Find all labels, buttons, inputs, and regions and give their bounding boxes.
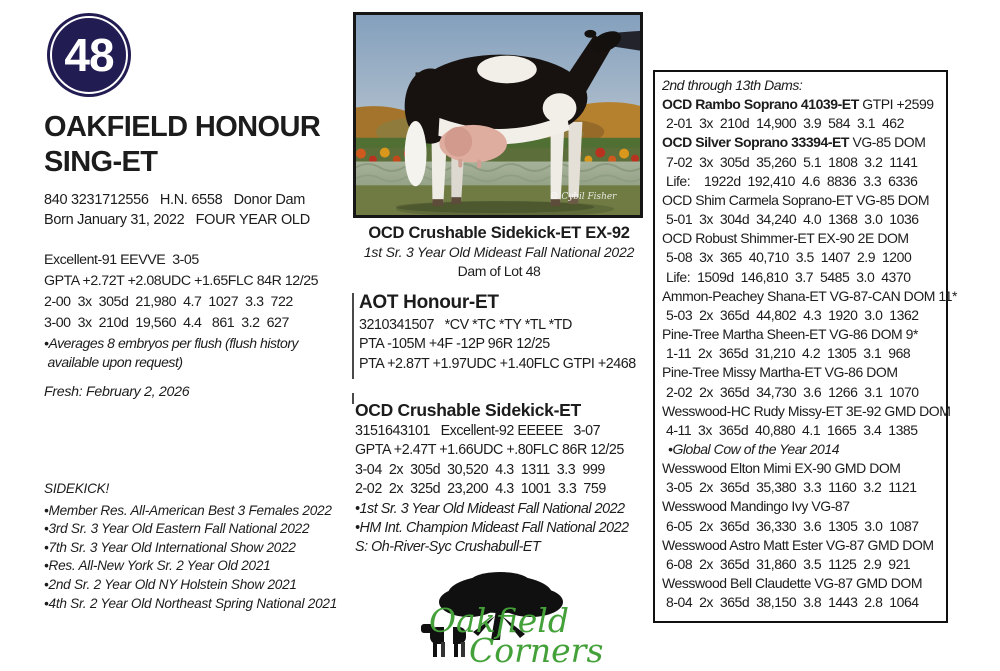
dam-name: OCD Silver Soprano 33394-ET <box>662 134 850 151</box>
award-item: •7th Sr. 3 Year Old International Show 2022 <box>44 539 296 555</box>
dam6-name-line <box>662 287 958 306</box>
dam-name-suffix: VG-86 DOM 9* <box>825 326 919 343</box>
dam-achievement-note: •Global Cow of the Year 2014 <box>668 440 840 457</box>
farm-logo <box>403 570 617 668</box>
dams-heading: 2nd through 13th Dams: <box>662 77 803 93</box>
dam-record: Life: 1922d 192,410 4.6 8836 3.3 6336 <box>666 172 918 189</box>
title-line-2: SING-ET <box>44 146 158 178</box>
dam8-name-line <box>662 363 943 382</box>
dam-name-suffix: EX-90 GMD DOM <box>790 460 901 477</box>
dam-reg-class: 3151643101 Excellent-92 EEEEE 3-07 <box>355 423 601 439</box>
maternal-line-box <box>653 70 958 623</box>
oakfield-corners-logo <box>403 570 617 668</box>
dam-name: OCD Crushable Sidekick-ET <box>355 400 581 420</box>
title-line-1: OAKFIELD HONOUR <box>44 111 321 143</box>
dam-name-suffix: VG-87 <box>807 498 850 515</box>
award-item: •Res. All-New York Sr. 2 Year Old 2021 <box>44 558 271 574</box>
dam-name: Wesswood Elton Mimi <box>662 460 791 477</box>
dam-name: Pine-Tree Martha Sheen-ET <box>662 326 826 343</box>
photographer-watermark: © Cybil Fisher <box>549 192 617 203</box>
pedigree-rule <box>352 393 354 404</box>
dam-name-suffix: EX-90 2E DOM <box>814 230 909 247</box>
dam-name-suffix: VG-87 GMD DOM <box>810 575 923 592</box>
registration-block <box>44 190 354 230</box>
fresh-date: Fresh: February 2, 2026 <box>44 384 190 400</box>
photo-caption-block <box>350 223 648 280</box>
lactation-record: 3-00 3x 210d 19,560 4.4 861 3.2 627 <box>44 315 289 331</box>
dam-name: OCD Rambo Soprano 41039-ET <box>662 96 859 113</box>
dam-gpta: GPTA +2.47T +1.66UDC +.80FLC 86R 12/25 <box>355 442 624 459</box>
photo-subcaption: 1st Sr. 3 Year Old Mideast Fall National 2022 <box>363 244 635 260</box>
dam-sire-note: S: Oh-River-Syc Crushabull-ET <box>355 539 541 556</box>
animal-stats <box>44 250 356 371</box>
dam-name: Wesswood Astro Matt Ester <box>662 536 823 553</box>
lot-number-badge <box>47 13 131 97</box>
lot-number: 48 <box>64 29 114 81</box>
dam4-name-line <box>662 191 943 210</box>
dam7-name-line <box>662 325 943 344</box>
dam-record: 3-04 2x 305d 30,520 4.3 1311 3.3 999 <box>355 461 605 478</box>
dam-name-suffix: VG-86 DOM <box>821 364 898 381</box>
logo-word-1: Oakfield <box>429 601 569 640</box>
sire-pta: PTA +2.87T +1.97UDC +1.40FLC GTPI +2468 <box>359 355 636 372</box>
dam9-name-line <box>662 402 951 421</box>
dam-name: Wesswood Mandingo Ivy <box>662 498 808 515</box>
dam-name-suffix: VG-87 GMD DOM <box>822 536 934 553</box>
dam-record: Life: 1509d 146,810 3.7 5485 3.0 4370 <box>666 268 911 285</box>
dam-record: 3-05 2x 365d 35,380 3.3 1160 3.2 1121 <box>666 479 917 496</box>
dam-name-suffix: VG-85 DOM <box>849 134 926 151</box>
dam-record: 5-08 3x 365 40,710 3.5 1407 2.9 1200 <box>666 249 912 266</box>
dam13-name-line <box>662 574 943 593</box>
dam2-name-line <box>662 95 943 114</box>
logo-word-2: Corners <box>469 631 604 668</box>
animal-title <box>44 110 354 180</box>
dam-of-lot-note: Dam of Lot 48 <box>457 262 541 279</box>
gpta-line: GPTA +2.72T +2.08UDC +1.65FLC 84R 12/25 <box>44 273 319 289</box>
dam5-name-line <box>662 229 943 248</box>
dam-name: OCD Shim Carmela Soprano-ET <box>662 191 853 208</box>
flush-note: •Averages 8 embryos per flush (flush history <box>44 335 299 351</box>
dam-record: 6-05 2x 365d 36,330 3.6 1305 3.0 1087 <box>666 517 919 534</box>
flush-note: available upon request) <box>44 353 183 370</box>
dam-record: 4-11 3x 365d 40,880 4.1 1665 3.4 1385 <box>666 421 918 438</box>
award-item: •Member Res. All-American Best 3 Females 2022 <box>44 502 332 518</box>
cow-photo-art <box>356 15 640 215</box>
dam3-name-line <box>662 133 943 152</box>
dam-name: OCD Robust Shimmer-ET <box>662 230 815 247</box>
sire-pta: PTA -105M +4F -12P 96R 12/25 <box>359 336 550 353</box>
dam-record: 2-02 2x 365d 34,730 3.6 1266 3.1 1070 <box>666 383 919 400</box>
dam-record: 6-08 2x 365d 31,860 3.5 1125 2.9 921 <box>666 555 911 572</box>
dam12-name-line <box>662 536 943 555</box>
dam-block <box>355 399 650 558</box>
dam-name: Wesswood-HC Rudy Missy-ET <box>662 402 843 419</box>
dam-name: Ammon-Peachey Shana-ET <box>662 287 827 304</box>
dam-record: 7-02 3x 305d 35,260 5.1 1808 3.2 1141 <box>666 153 918 170</box>
dam-note: •1st Sr. 3 Year Old Mideast Fall National 2022 <box>355 500 625 517</box>
dam-name-suffix: GTPI +2599 <box>858 96 934 113</box>
dam-name-suffix: VG-85 DOM <box>852 191 930 208</box>
pedigree-rule <box>352 293 354 379</box>
dam-note: •HM Int. Champion Mideast Fall National 2022 <box>355 520 629 537</box>
show-awards <box>44 480 360 613</box>
dam-name-suffix: 3E-92 GMD DOM <box>842 402 951 419</box>
lactation-record: 2-00 3x 305d 21,980 4.7 1027 3.3 722 <box>44 294 293 310</box>
dam-record: 2-02 2x 325d 23,200 4.3 1001 3.3 759 <box>355 481 606 498</box>
dam10-name-line <box>662 459 943 478</box>
dam-record: 1-11 2x 365d 31,210 4.2 1305 3.1 968 <box>666 345 911 362</box>
dam-record: 2-01 3x 210d 14,900 3.9 584 3.1 462 <box>666 115 904 132</box>
award-item: •3rd Sr. 3 Year Old Eastern Fall National 2022 <box>44 521 310 537</box>
award-item: •2nd Sr. 2 Year Old NY Holstein Show 2021 <box>44 576 297 592</box>
sire-reg-codes: 3210341507 *CV *TC *TY *TL *TD <box>359 317 572 333</box>
dam-record: 5-01 3x 304d 34,240 4.0 1368 3.0 1036 <box>666 211 919 228</box>
photo-caption: OCD Crushable Sidekick-ET EX-92 <box>368 224 630 242</box>
dam-name-suffix: VG-87-CAN DOM 11* <box>826 287 958 304</box>
registration-line: 840 3231712556 H.N. 6558 Donor Dam <box>44 192 306 208</box>
dam11-name-line <box>662 497 943 516</box>
awards-heading: SIDEKICK! <box>44 481 109 496</box>
cow-photo <box>353 12 643 218</box>
sire-name: AOT Honour-ET <box>359 292 499 313</box>
sire-block <box>359 290 651 374</box>
dam-name: Wesswood Bell Claudette <box>662 575 811 592</box>
birth-line: Born January 31, 2022 FOUR YEAR OLD <box>44 212 310 228</box>
dam-record: 8-04 2x 365d 38,150 3.8 1443 2.8 1064 <box>666 594 919 611</box>
dam-name: Pine-Tree Missy Martha-ET <box>662 364 822 381</box>
classification-line: Excellent-91 EEVVE 3-05 <box>44 252 199 268</box>
dam-record: 5-03 2x 365d 44,802 4.3 1920 3.0 1362 <box>666 306 919 323</box>
award-item: •4th Sr. 2 Year Old Northeast Spring National 2021 <box>44 595 338 611</box>
